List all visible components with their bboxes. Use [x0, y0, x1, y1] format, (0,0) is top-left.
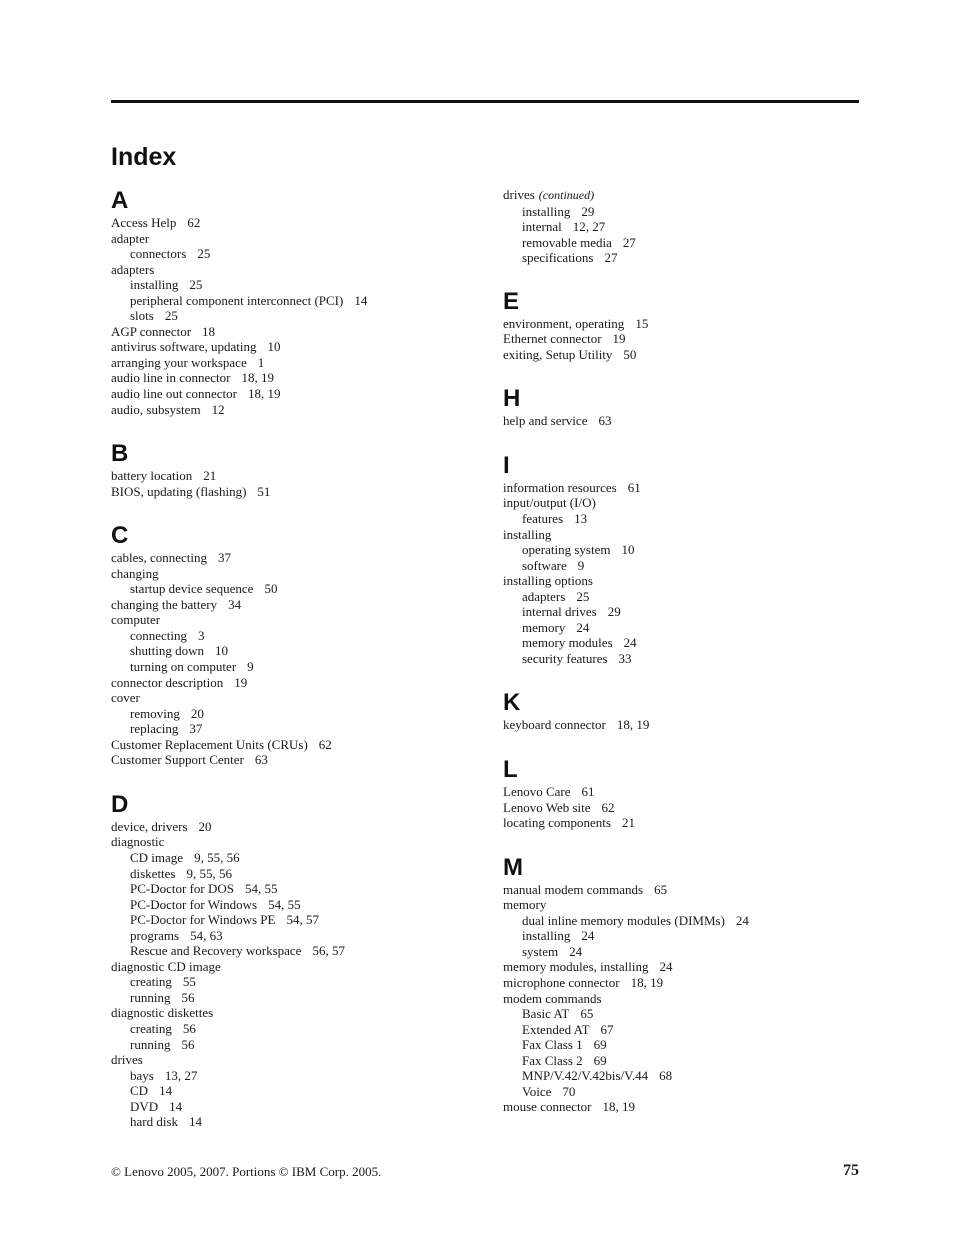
index-entry	[111, 1005, 481, 1021]
entry-label: environment, operating	[503, 315, 625, 331]
index-subentry	[111, 581, 481, 597]
entry-page-ref: 24	[659, 959, 673, 975]
entry-label: installing	[130, 277, 179, 293]
index-entry	[503, 882, 859, 898]
index-entry	[111, 402, 481, 418]
entry-label: adapters	[111, 261, 155, 277]
entry-page-ref: 24	[735, 912, 749, 928]
entry-page-ref: 62	[601, 799, 615, 815]
entry-page-ref: 10	[621, 542, 635, 558]
entry-label: creating	[130, 1020, 172, 1036]
index-subentry	[503, 511, 859, 527]
index-subentry	[503, 235, 859, 251]
section-letter: E	[503, 287, 520, 315]
entry-label: diagnostic	[111, 834, 165, 850]
entry-label: computer	[111, 612, 161, 628]
entry-page-ref: 13	[574, 511, 588, 527]
entry-label: arranging your workspace	[111, 354, 247, 370]
entry-page-ref: 1	[257, 354, 265, 370]
entry-label: software	[522, 557, 567, 573]
index-subentry	[503, 250, 859, 266]
entry-page-ref: 54, 55	[268, 896, 301, 912]
entry-label: battery location	[111, 468, 193, 484]
entry-label: running	[130, 1036, 171, 1052]
entry-page-ref: 27	[604, 250, 618, 266]
entry-page-ref: 12, 27	[572, 219, 606, 235]
header-rule	[111, 100, 859, 103]
entry-page-ref: 18	[202, 323, 216, 339]
entry-label: shutting down	[130, 643, 205, 659]
index-section-d	[111, 791, 481, 1130]
entry-page-ref: 21	[621, 815, 635, 831]
index-section-a	[111, 187, 481, 417]
index-entry	[503, 991, 859, 1007]
index-entry	[503, 316, 859, 332]
index-subentry	[503, 542, 859, 558]
entry-page-ref: 18, 19	[616, 717, 650, 733]
entry-label: installing options	[503, 573, 593, 589]
entry-label: adapters	[522, 588, 566, 604]
entry-label: modem commands	[503, 990, 602, 1006]
entry-page-ref: 9	[247, 659, 254, 675]
entry-label: Voice	[522, 1083, 552, 1099]
index-subentry	[503, 1037, 859, 1053]
entry-page-ref: 56	[181, 989, 195, 1005]
entry-page-ref: 24	[623, 635, 637, 651]
index-entry	[503, 897, 859, 913]
entry-label: dual inline memory modules (DIMMs)	[522, 912, 725, 928]
section-letter: K	[503, 689, 521, 717]
entry-label: installing	[503, 526, 552, 542]
index-subentry	[503, 589, 859, 605]
entry-page-ref: 25	[576, 588, 590, 604]
entry-label: diskettes	[130, 865, 176, 881]
entry-term: drives	[503, 187, 535, 202]
index-section-c	[111, 522, 481, 768]
index-entry	[111, 231, 481, 247]
entry-page-ref: 14	[354, 292, 368, 308]
index-subentry	[111, 912, 481, 928]
index-subentry	[111, 659, 481, 675]
index-section-i	[503, 452, 859, 667]
index-entry	[503, 1099, 859, 1115]
section-letter: H	[503, 385, 521, 413]
index-subentry	[111, 1099, 481, 1115]
entry-page-ref: 37	[189, 721, 203, 737]
index-entry	[503, 347, 859, 363]
index-entry	[111, 752, 481, 768]
section-letter: I	[503, 451, 510, 479]
entry-label: installing	[522, 203, 571, 219]
index-subentry	[111, 1068, 481, 1084]
entry-label: turning on computer	[130, 659, 237, 675]
index-subentry	[503, 620, 859, 636]
index-subentry	[111, 850, 481, 866]
entry-page-ref: 68	[659, 1068, 673, 1084]
entry-page-ref: 9	[577, 557, 585, 573]
entry-page-ref: 51	[257, 483, 271, 499]
entry-label: device, drivers	[111, 818, 188, 834]
entry-page-ref: 67	[600, 1021, 614, 1037]
index-entry	[111, 1052, 481, 1068]
entry-label: system	[522, 943, 559, 959]
entry-label: memory	[503, 897, 547, 913]
index-column-right	[503, 187, 859, 1115]
index-entry	[503, 975, 859, 991]
index-subentry	[111, 628, 481, 644]
entry-page-ref: 24	[581, 928, 595, 944]
index-subentry	[503, 1053, 859, 1069]
entry-label: exiting, Setup Utility	[503, 346, 613, 362]
entry-page-ref: 27	[622, 234, 636, 250]
entry-page-ref: 9, 55, 56	[194, 849, 240, 865]
entry-page-ref: 18, 19	[248, 386, 281, 402]
entry-label: locating components	[503, 815, 611, 831]
index-entry	[111, 959, 481, 975]
entry-page-ref: 29	[581, 203, 595, 219]
entry-page-ref: 56	[182, 1020, 196, 1036]
entry-page-ref: 19	[234, 674, 248, 690]
index-subentry	[111, 866, 481, 882]
entry-label: audio line out connector	[111, 386, 237, 402]
entry-page-ref: 14	[159, 1083, 173, 1099]
entry-page-ref: 63	[254, 752, 268, 768]
entry-label: startup device sequence	[130, 581, 254, 597]
index-subentry	[111, 1037, 481, 1053]
index-column-left	[111, 187, 481, 1130]
entry-label: installing	[522, 928, 571, 944]
index-section-l	[503, 756, 859, 831]
section-letter: C	[111, 522, 129, 550]
entry-label: PC-Doctor for Windows	[130, 896, 258, 912]
entry-page-ref: 13, 27	[164, 1067, 198, 1083]
entry-label: CD	[130, 1083, 149, 1099]
entry-label: audio, subsystem	[111, 401, 201, 417]
entry-label: microphone connector	[503, 974, 620, 990]
entry-label: antivirus software, updating	[111, 339, 257, 355]
entry-label: manual modem commands	[503, 881, 644, 897]
index-subentry	[503, 1084, 859, 1100]
entry-page-ref: 56	[181, 1036, 195, 1052]
entry-label: replacing	[130, 721, 179, 737]
entry-page-ref: 62	[318, 736, 332, 752]
index-subentry	[111, 990, 481, 1006]
index-entry	[503, 959, 859, 975]
entry-page-ref: 33	[618, 650, 632, 666]
entry-page-ref: 19	[612, 331, 626, 347]
index-subentry	[111, 308, 481, 324]
index-entry	[503, 331, 859, 347]
index-entry	[111, 834, 481, 850]
entry-page-ref: 20	[190, 705, 204, 721]
entry-label: internal drives	[522, 604, 597, 620]
entry-label: information resources	[503, 479, 617, 495]
index-subentry	[503, 1068, 859, 1084]
index-section-h	[503, 385, 859, 429]
index-entry	[111, 370, 481, 386]
entry-label: bays	[130, 1067, 154, 1083]
entry-page-ref: 24	[576, 619, 590, 635]
entry-label: memory modules, installing	[503, 959, 649, 975]
index-section-m	[503, 854, 859, 1115]
entry-page-ref: 18, 19	[241, 370, 274, 386]
entry-label: audio line in connector	[111, 370, 231, 386]
entry-page-ref: 61	[581, 784, 595, 800]
entry-page-ref: 54, 57	[286, 912, 319, 928]
entry-page-ref: 14	[169, 1098, 183, 1114]
entry-label: features	[522, 511, 564, 527]
index-entry	[503, 815, 859, 831]
entry-page-ref: 63	[598, 413, 612, 429]
entry-page-ref: 54, 63	[190, 927, 223, 943]
entry-label: slots	[130, 308, 154, 324]
index-entry	[111, 468, 481, 484]
index-entry	[111, 597, 481, 613]
index-subentry	[503, 1006, 859, 1022]
entry-label: diagnostic CD image	[111, 958, 221, 974]
page-title: Index	[111, 143, 177, 171]
index-subentry	[111, 943, 481, 959]
index-entry	[503, 800, 859, 816]
index-entry	[111, 612, 481, 628]
index-subentry	[503, 913, 859, 929]
entry-label: removing	[130, 705, 180, 721]
entry-page-ref: 54, 55	[245, 881, 278, 897]
entry-label: keyboard connector	[503, 717, 606, 733]
entry-page-ref: 21	[203, 468, 217, 484]
index-subentry	[503, 651, 859, 667]
index-entry	[503, 527, 859, 543]
entry-page-ref: 3	[198, 627, 205, 643]
entry-label: Customer Support Center	[111, 752, 244, 768]
entry-label: internal	[522, 219, 562, 235]
index-subentry	[111, 881, 481, 897]
index-subentry	[111, 643, 481, 659]
entry-label: changing the battery	[111, 596, 218, 612]
entry-page-ref: 56, 57	[312, 943, 345, 959]
entry-page-ref: 24	[569, 943, 583, 959]
entry-label: connecting	[130, 627, 188, 643]
entry-page-ref: 37	[218, 550, 232, 566]
entry-label: running	[130, 989, 171, 1005]
entry-label: memory modules	[522, 635, 613, 651]
index-entry	[111, 355, 481, 371]
entry-label: Lenovo Web site	[503, 799, 591, 815]
index-subentry	[503, 635, 859, 651]
entry-page-ref: 14	[189, 1114, 203, 1130]
entry-page-ref: 61	[627, 479, 641, 495]
index-section-b	[111, 440, 481, 499]
entry-label: Access Help	[111, 215, 177, 230]
index-entry	[111, 819, 481, 835]
index-subentry	[503, 204, 859, 220]
entry-label: security features	[522, 650, 608, 666]
entry-page-ref: 34	[228, 596, 242, 612]
entry-label: Ethernet connector	[503, 331, 602, 347]
entry-page-ref: 62	[187, 215, 201, 230]
index-subentry	[111, 928, 481, 944]
entry-page-ref: 15	[635, 315, 649, 331]
index-subentry	[503, 1022, 859, 1038]
entry-label: operating system	[522, 542, 611, 558]
entry-label: creating	[130, 974, 172, 990]
index-subentry	[111, 897, 481, 913]
entry-page-ref: 50	[264, 581, 278, 597]
continued-note: (continued)	[538, 188, 595, 202]
entry-page-ref: 18, 19	[602, 1099, 635, 1115]
section-letter: M	[503, 853, 523, 881]
entry-label: peripheral component interconnect (PCI)	[130, 292, 344, 308]
entry-label: programs	[130, 927, 180, 943]
entry-page-ref: 10	[267, 339, 281, 355]
entry-label: changing	[111, 565, 159, 581]
index-subentry	[503, 928, 859, 944]
index-entry	[503, 480, 859, 496]
entry-label: memory	[522, 619, 566, 635]
entry-label: input/output (I/O)	[503, 495, 596, 511]
entry-label: DVD	[130, 1098, 159, 1114]
index-entry	[111, 339, 481, 355]
index-entry	[111, 215, 481, 231]
index-subentry	[111, 277, 481, 293]
index-section-e	[503, 288, 859, 363]
index-subentry	[111, 1083, 481, 1099]
index-subentry	[111, 974, 481, 990]
index-subentry	[111, 721, 481, 737]
index-subentry	[111, 1021, 481, 1037]
entry-label: BIOS, updating (flashing)	[111, 483, 247, 499]
index-entry	[503, 413, 859, 429]
entry-label: Customer Replacement Units (CRUs)	[111, 736, 308, 752]
footer-copyright: © Lenovo 2005, 2007. Portions © IBM Corp. 2005.	[111, 1164, 382, 1179]
index-entry	[503, 495, 859, 511]
entry-page-ref: 10	[215, 643, 229, 659]
index-entry	[503, 784, 859, 800]
index-entry	[111, 484, 481, 500]
index-entry	[503, 573, 859, 589]
entry-page-ref: 20	[198, 818, 212, 834]
entry-label: Lenovo Care	[503, 784, 571, 800]
entry-page-ref: 18, 19	[630, 974, 664, 990]
index-subentry	[503, 219, 859, 235]
entry-page-ref: 25	[197, 246, 211, 262]
section-letter: B	[111, 440, 129, 468]
entry-page-ref: 65	[580, 1006, 594, 1022]
entry-label: Extended AT	[522, 1021, 590, 1037]
entry-label: Fax Class 2	[522, 1052, 583, 1068]
index-entry	[503, 717, 859, 733]
index-entry	[111, 737, 481, 753]
index-entry	[111, 675, 481, 691]
entry-label: removable media	[522, 234, 612, 250]
entry-label: Fax Class 1	[522, 1037, 583, 1053]
entry-label: connectors	[130, 246, 187, 262]
index-subentry	[111, 293, 481, 309]
entry-page-ref: 29	[607, 604, 621, 620]
continued-entry	[503, 187, 859, 266]
entry-page-ref: 69	[593, 1037, 607, 1053]
index-entry	[111, 566, 481, 582]
entry-page-ref: 12	[211, 401, 225, 417]
entry-label: MNP/V.42/V.42bis/V.44	[522, 1068, 649, 1084]
index-entry	[111, 690, 481, 706]
index-subentry	[503, 604, 859, 620]
index-entry	[111, 324, 481, 340]
entry-page-ref: 9, 55, 56	[186, 865, 232, 881]
index-entry	[111, 262, 481, 278]
entry-label: help and service	[503, 413, 588, 429]
section-letter: A	[111, 187, 129, 214]
entry-label: cover	[111, 690, 140, 706]
entry-page-ref: 50	[623, 346, 637, 362]
entry-label: drives	[111, 1052, 143, 1068]
index-subentry	[111, 246, 481, 262]
entry-page-ref: 70	[562, 1083, 576, 1099]
entry-page-ref: 55	[182, 974, 196, 990]
page-number: 75	[843, 1162, 859, 1179]
entry-label: adapter	[111, 230, 150, 246]
entry-page-ref: 25	[164, 308, 178, 324]
entry-page-ref: 65	[654, 881, 668, 897]
section-letter: L	[503, 756, 518, 784]
index-subentry	[111, 706, 481, 722]
entry-label: Basic AT	[522, 1006, 570, 1022]
entry-label: Rescue and Recovery workspace	[130, 943, 302, 959]
entry-label: AGP connector	[111, 323, 192, 339]
index-entry	[503, 187, 859, 204]
index-subentry	[111, 1114, 481, 1130]
entry-label: PC-Doctor for Windows PE	[130, 912, 276, 928]
entry-label: cables, connecting	[111, 550, 208, 566]
entry-label: specifications	[522, 250, 594, 266]
index-subentry	[503, 558, 859, 574]
section-letter: D	[111, 790, 129, 818]
entry-page-ref: 25	[189, 277, 203, 293]
entry-label: connector description	[111, 674, 224, 690]
entry-label: mouse connector	[503, 1099, 592, 1115]
entry-label: PC-Doctor for DOS	[130, 881, 234, 897]
entry-label: CD image	[130, 849, 184, 865]
entry-page-ref: 69	[593, 1052, 607, 1068]
index-entry	[111, 386, 481, 402]
entry-label: hard disk	[130, 1114, 179, 1130]
entry-label: diagnostic diskettes	[111, 1005, 214, 1021]
index-subentry	[503, 944, 859, 960]
index-entry	[111, 550, 481, 566]
index-section-k	[503, 689, 859, 733]
